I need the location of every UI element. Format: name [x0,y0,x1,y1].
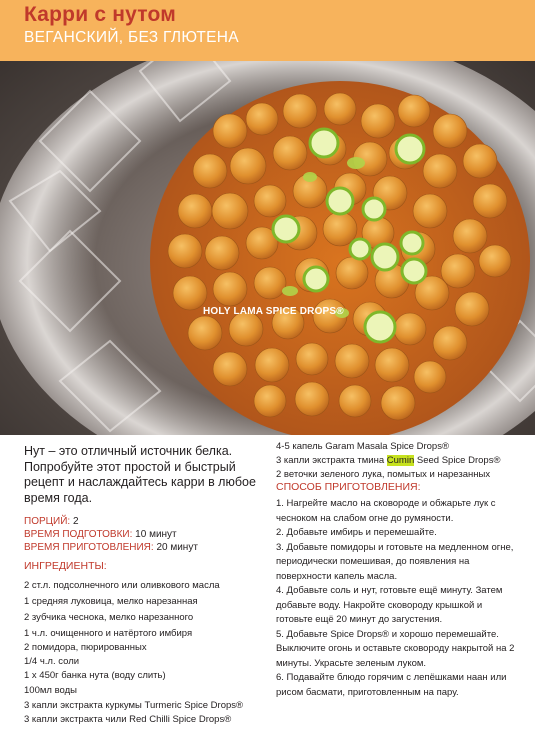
ingredients-heading: ИНГРЕДИЕНТЫ: [24,560,107,572]
method-heading: СПОСОБ ПРИГОТОВЛЕНИЯ: [276,481,421,493]
ingredient-item: 2 зубчика чеснока, мелко нарезанного [24,612,194,623]
ingredient-item: 1/4 ч.л. соли [24,656,80,667]
cook-time-label: ВРЕМЯ ПРИГОТОВЛЕНИЯ: [24,542,154,553]
method-steps [276,497,516,700]
method-step: 6. Подавайте блюдо горячим с лепёшками наан или рисом басмати, приготовленным на пару. [276,672,507,698]
intro-text: Нут – это отличный источник белка. Попробуйте этот простой и быстрый рецепт и наслаждайтесь карри в любое время года. [24,444,256,505]
method-step: 2. Добавьте имбирь и перемешайте. [276,527,437,538]
ingredient-item: 3 капли экстракта куркумы Turmeric Spice Drops® [24,700,244,711]
dish-photo [0,61,535,435]
recipe-title: Карри с нутом [24,3,176,26]
ingredient-item: 2 ст.л. подсолнечного или оливкового масла [24,580,220,591]
ingredient-item: 1 х 450г банка нута (воду слить) [24,670,166,681]
ingredient-item: 100мл воды [24,685,77,696]
prep-time-label: ВРЕМЯ ПОДГОТОВКИ: [24,529,133,540]
ingredient-item: 4-5 капель Garam Masala Spice Drops® [276,441,449,452]
prep-time-line [24,529,177,541]
ingredient-text: 3 капли экстракта тмина [276,455,387,466]
method-step: 3. Добавьте помидоры и готовьте на медленном огне, периодически помешивая, до появления на поверхности капель масла. [276,541,514,582]
portions-value: 2 [72,516,79,527]
ingredient-item: 2 помидора, пюрированных [24,642,147,653]
ingredient-item: 1 ч.л. очищенного и натёртого имбиря [24,628,193,639]
recipe-subtitle: ВЕГАНСКИЙ, БЕЗ ГЛЮТЕНА [24,29,239,46]
ingredient-item: 3 капли экстракта чили Red Chilli Spice Drops® [24,714,232,725]
ingredient-text: Seed Spice Drops® [414,455,501,466]
cook-time-line [24,542,198,554]
brand-watermark: HOLY LAMA SPICE DROPS® [203,306,344,317]
cook-time-value: 20 минут [156,542,198,553]
ingredient-item: 1 средняя луковица, мелко нарезанная [24,596,198,607]
portions-line [24,516,79,528]
highlighted-word: Cumin [386,455,415,466]
ingredient-item: 2 веточки зеленого лука, помытых и нарезанных [276,469,491,480]
ingredient-item [276,455,500,467]
method-step: 5. Добавьте Spice Drops® и хорошо перемешайте. Выключите огонь и оставьте сковороду накрытой на 2 минуты. Украсьте зеленым луком. [276,628,515,669]
header-banner [0,0,535,61]
portions-label: ПОРЦИЙ: [24,516,71,527]
prep-time-value: 10 минут [135,529,177,540]
method-step: 4. Добавьте соль и нут, готовьте ещё минуту. Затем добавьте воду. Накройте сковороду крышкой и готовьте ещё 20 минут до загустения. [276,585,503,625]
chickpea-curry-illustration [0,61,535,435]
method-step: 1. Нагрейте масло на сковороде и обжарьте лук с чесноком на слабом огне до румяности. [276,498,496,524]
